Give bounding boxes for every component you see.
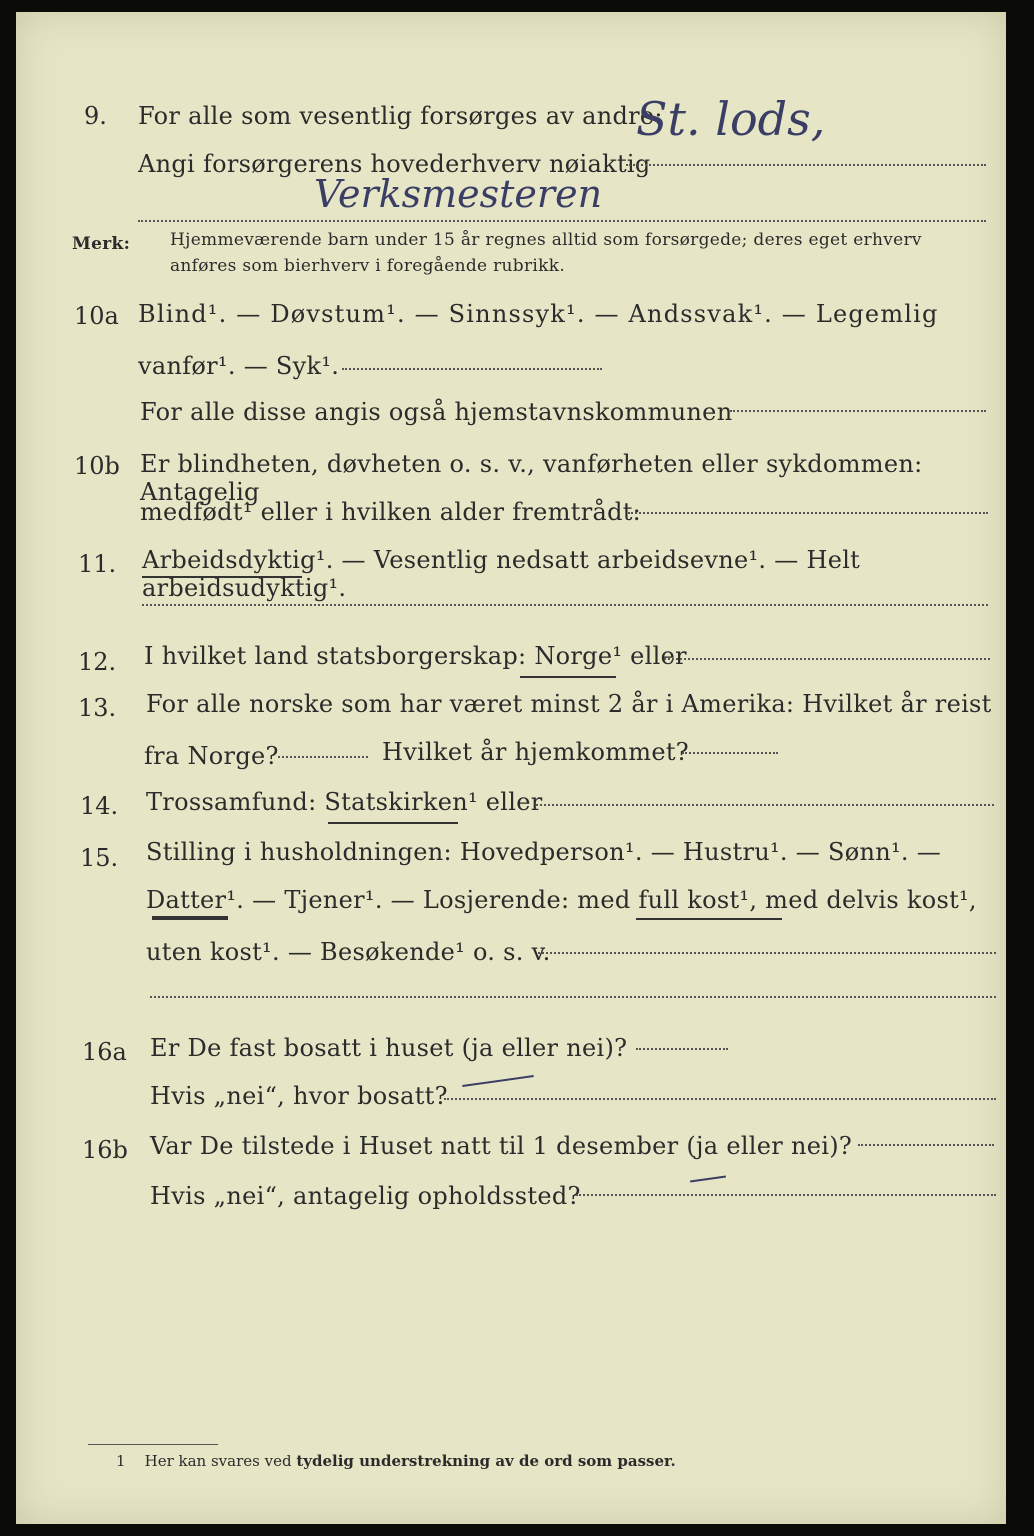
footnote (116, 1452, 676, 1470)
q10b-answer-line (628, 512, 988, 514)
q16a-number: 16a (82, 1038, 127, 1066)
q10a-line2: vanfør¹. — Syk¹. (138, 352, 340, 380)
q9-line1: For alle som vesentlig forsørges av andre: (138, 102, 663, 130)
q12-answer-line (664, 658, 990, 660)
q9-handwritten-answer2: Verksmesteren (314, 172, 603, 216)
q15-answer-line1 (538, 952, 996, 954)
q11-answer-line (142, 604, 988, 606)
q11-line1: Arbeidsdyktig¹. — Vesentlig nedsatt arbeidsevne¹. — Helt arbeidsudyktig¹. (142, 546, 861, 602)
q13-line2a: fra Norge? (144, 742, 279, 770)
q16b-answer-line1 (858, 1144, 994, 1146)
q10a-line3: For alle disse angis også hjemstavnskommunen (140, 398, 733, 426)
q16b-number: 16b (82, 1136, 128, 1164)
q12-underline-norge (520, 676, 616, 678)
q16a-line1: Er De fast bosatt i huset (ja eller nei)? (150, 1034, 628, 1062)
q16a-line2: Hvis „nei“, hvor bosatt? (150, 1082, 448, 1110)
merk-line2: anføres som bierhverv i foregående rubrikk. (170, 256, 566, 276)
q14-underline-statskirken (328, 822, 458, 824)
q10a-answer-line1 (342, 368, 602, 370)
q16b-line2: Hvis „nei“, antagelig opholdssted? (150, 1182, 581, 1210)
q10a-line1: Blind¹. — Døvstum¹. — Sinnssyk¹. — Andssvak¹. — Legemlig (138, 300, 939, 328)
q15-line3: uten kost¹. — Besøkende¹ o. s. v. (146, 938, 551, 966)
q10a-number: 10a (74, 302, 119, 330)
q14-answer-line (536, 804, 994, 806)
q15-number: 15. (80, 844, 119, 872)
q16b-answer-line2 (576, 1194, 996, 1196)
q15-line2: Datter¹. — Tjener¹. — Losjerende: med full kost¹, med delvis kost¹, (146, 886, 977, 914)
footnote-rule (88, 1444, 218, 1445)
q15-underline-full-kost (636, 918, 782, 920)
q9-answer-line2 (138, 220, 986, 222)
merk-label: Merk: (72, 234, 131, 254)
q13-reist-answer-line (278, 756, 368, 758)
q14-line1: Trossamfund: Statskirken¹ eller (146, 788, 543, 816)
q10b-line1: Er blindheten, døvheten o. s. v., vanførheten eller sykdommen: Antagelig (140, 450, 923, 506)
q9-handwritten-answer1: St. lods, (636, 92, 826, 146)
q10b-line2: medfødt¹ eller i hvilken alder fremtrådt: (140, 498, 642, 526)
q9-number: 9. (84, 102, 107, 130)
q13-number: 13. (78, 694, 117, 722)
footnote-text-b: tydelig understrekning av de ord som passer. (296, 1452, 676, 1470)
q13-line2b: Hvilket år hjemkommet? (382, 738, 689, 766)
merk-line1: Hjemmeværende barn under 15 år regnes alltid som forsørgede; deres eget erhverv (170, 230, 922, 250)
q16b-handwritten-dash (690, 1176, 726, 1183)
q14-number: 14. (80, 792, 119, 820)
q16b-line1: Var De tilstede i Huset natt til 1 desember (ja eller nei)? (150, 1132, 853, 1160)
q15-answer-line2 (150, 996, 996, 998)
q16a-answer-line2 (444, 1098, 996, 1100)
census-form-page (16, 12, 1006, 1524)
footnote-mark: 1 (116, 1452, 126, 1470)
q15-underline-datter (152, 916, 228, 920)
q11-number: 11. (78, 550, 117, 578)
q16a-answer-line1 (636, 1048, 728, 1050)
q12-line1: I hvilket land statsborgerskap: Norge¹ eller (144, 642, 687, 670)
footnote-text-a: Her kan svares ved (144, 1452, 292, 1470)
q13-line1: For alle norske som har været minst 2 år i Amerika: Hvilket år reist (146, 690, 992, 718)
q10b-number: 10b (74, 452, 120, 480)
q13-hjemkommet-answer-line (682, 752, 778, 754)
q9-answer-line1 (626, 164, 986, 166)
q15-line1: Stilling i husholdningen: Hovedperson¹. — Hustru¹. — Sønn¹. — (146, 838, 942, 866)
q9-line2: Angi forsørgerens hovederhverv nøiaktig (138, 150, 651, 178)
q11-underline-arbeidsdyktig (142, 576, 302, 578)
q10a-answer-line2 (730, 410, 986, 412)
q16a-handwritten-dash (462, 1075, 534, 1087)
q12-number: 12. (78, 648, 117, 676)
